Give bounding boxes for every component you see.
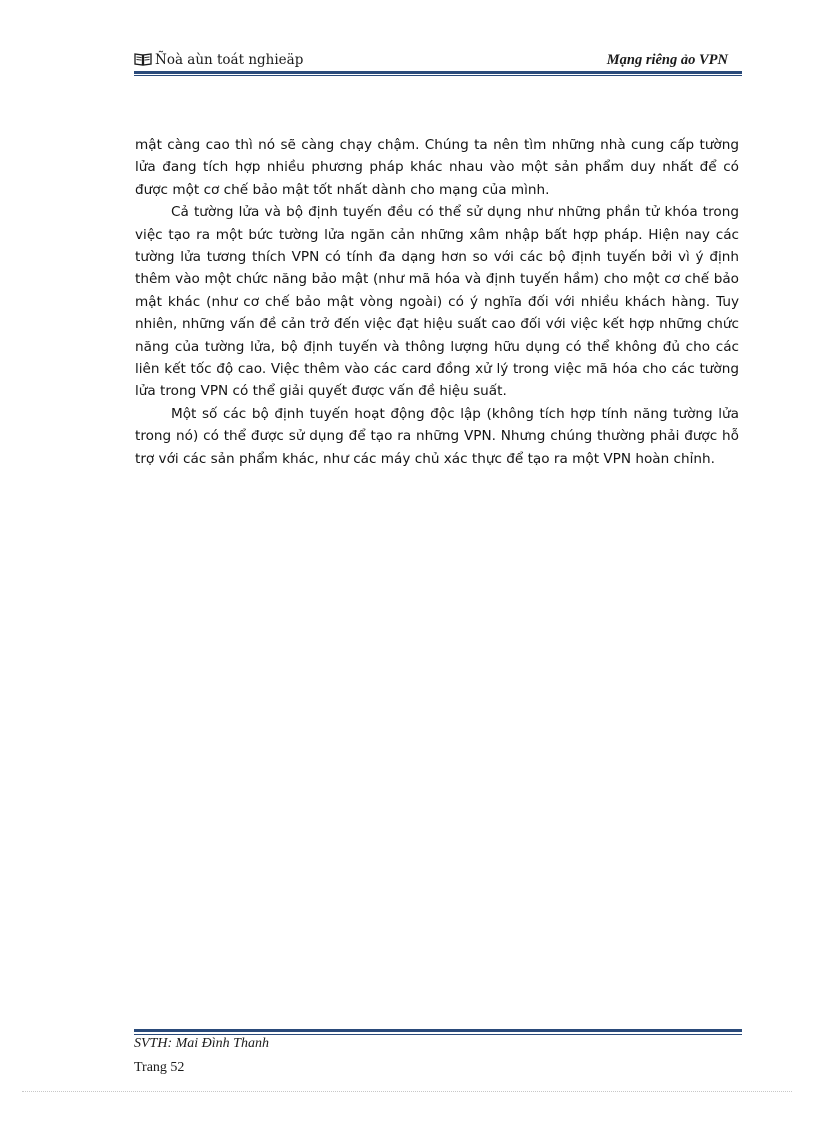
- header-chapter-title: Mạng riêng ảo VPN: [606, 52, 728, 68]
- body-text: [135, 134, 739, 470]
- footer-author: SVTH: Mai Đình Thanh: [134, 1036, 269, 1051]
- header-rule-thin: [134, 75, 742, 76]
- header-left: [134, 52, 303, 70]
- header-rule-thick: [134, 71, 742, 74]
- paragraph-3: Một số các bộ định tuyến hoạt động độc lập (không tích hợp tính năng tường lửa trong nó) có thể được sử dụng để tạo ra những VPN. Nhưng chúng thường phải được hỗ trợ với các sản phẩm khác, như các máy chủ xác thực để tạo ra một VPN hoàn chỉnh.: [135, 405, 739, 467]
- page-footer: [134, 1035, 742, 1077]
- paragraph-1: mật càng cao thì nó sẽ càng chạy chậm. Chúng ta nên tìm những nhà cung cấp tường lửa đang tích hợp nhiều phương pháp khác nhau vào một sản phẩm duy nhất để có được một cơ chế bảo mật tốt nhất dành cho mạng của mình.: [135, 137, 739, 198]
- page-number: Trang 52: [134, 1060, 185, 1075]
- page-header: [134, 50, 740, 72]
- footer-rule-thick: [134, 1029, 742, 1032]
- header-document-title: Ñoà aùn toát nghieäp: [155, 52, 304, 68]
- book-icon: [134, 52, 152, 70]
- paragraph-2: Cả tường lửa và bộ định tuyến đều có thể sử dụng như những phần tử khóa trong việc tạo ra một bức tường lửa ngăn cản những xâm nhập bất hợp pháp. Hiện nay các tường lửa tương thích VPN có tính đa dạng hơn so với các bộ định tuyến bởi vì ý định thêm vào một chức năng bảo mật (như mã hóa và định tuyến hầm) cho một cơ chế bảo mật khác (như cơ chế bảo mật vòng ngoài) có ý nghĩa đối với nhiều khách hàng. Tuy nhiên, những vấn đề cản trở đến việc đạt hiệu suất cao đối với việc kết hợp những chức năng của tường lửa, bộ định tuyến và thông lượng hữu dụng có thể không đủ cho các liên kết tốc độ cao. Việc thêm vào các card đồng xử lý trong việc mã hóa cho các tường lửa trong VPN có thể giải quyết được vấn đề hiệu suất.: [135, 204, 739, 400]
- page-edge-divider: [22, 1091, 792, 1092]
